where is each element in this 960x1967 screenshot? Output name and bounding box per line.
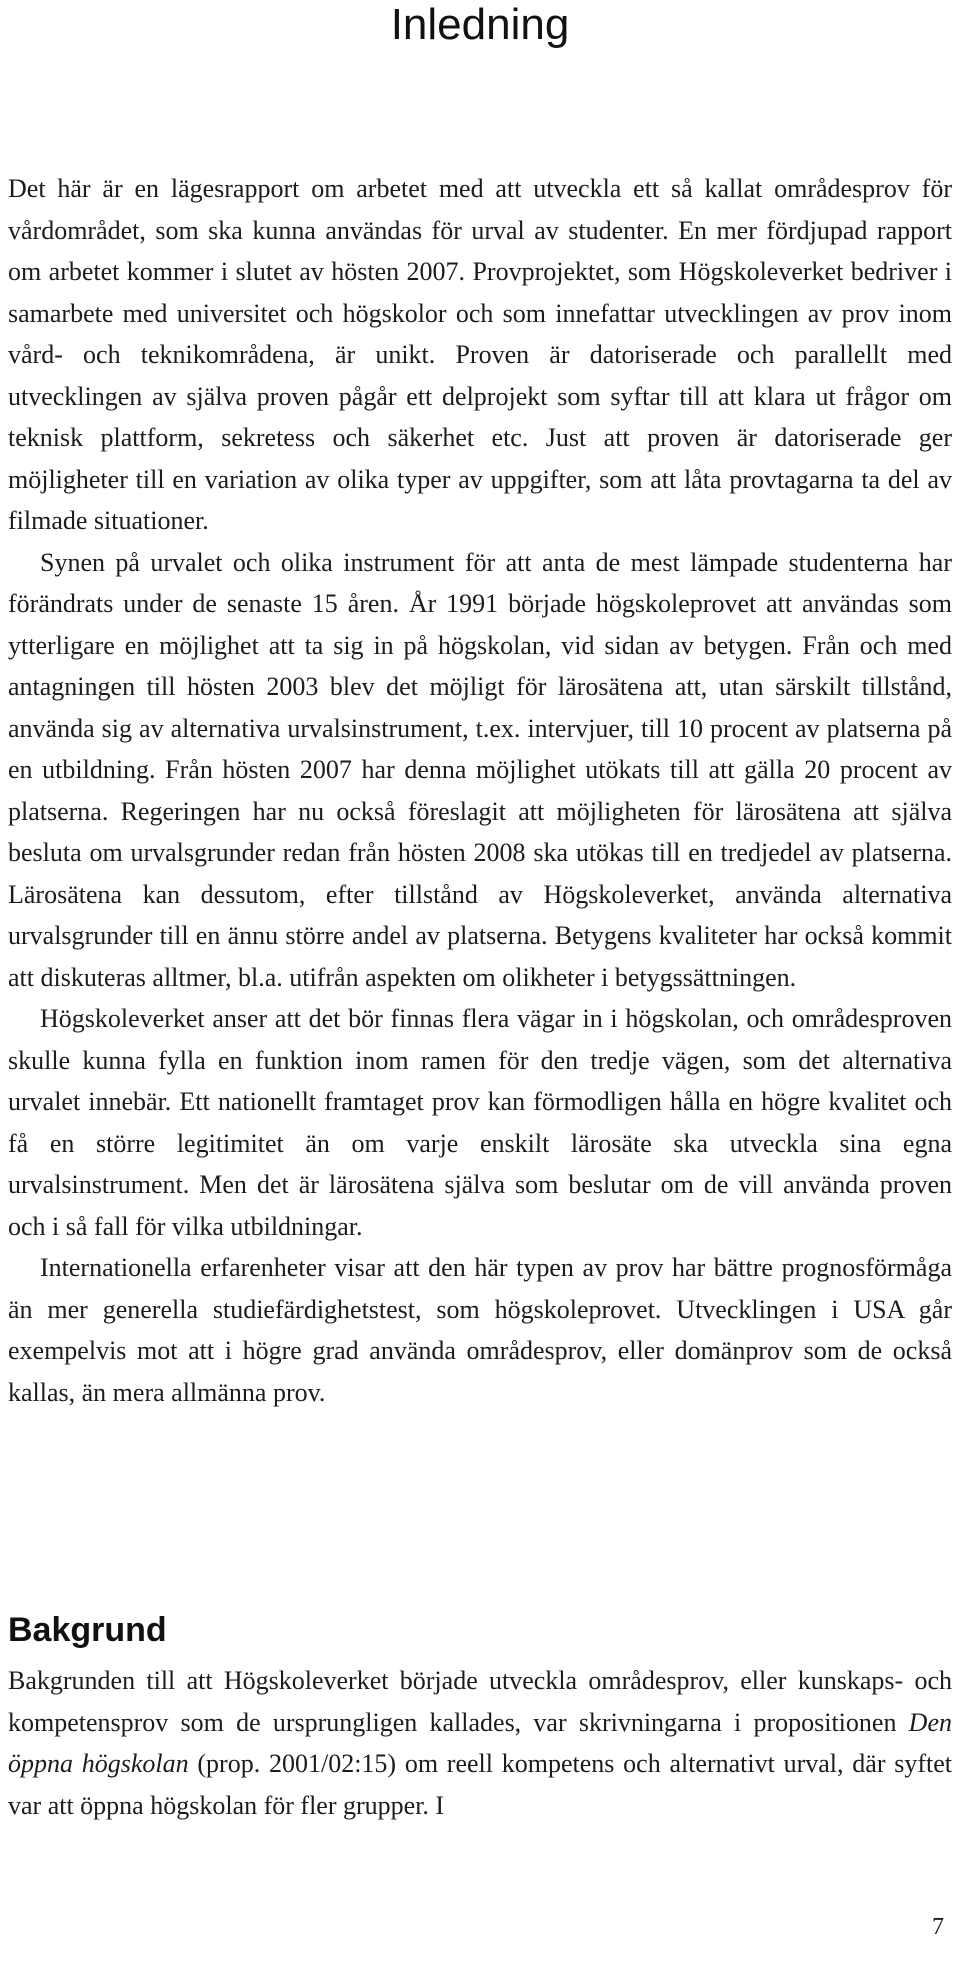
paragraph-3: Högskoleverket anser att det bör finnas flera vägar in i högskolan, och områdesproven skulle kunna fylla en funktion inom ramen för den tredje vägen, som det alternativa urvalet innebär. Ett nationellt framtaget prov kan förmodligen hålla en högre kvalitet och få en större legitimitet än om varje enskilt lärosäte ska utveckla sina egna urvalsinstrument. Men det är lärosätena själva som beslutar om de vill använda proven och i så fall för vilka utbildningar. [8,1004,952,1241]
section-text-end: (prop. 2001/02:15) om reell kompetens och alternativt urval, där syftet var att öppna högskolan för fler grupper. I [8,1749,952,1820]
paragraph-4: Internationella erfarenheter visar att den här typen av prov har bättre prognosförmåga än mer generella studiefärdighetstest, som högskoleprovet. Utvecklingen i USA går exempelvis mot att i högre grad använda områdesprov, eller domänprov som de också kallas, än mera allmänna prov. [8,1253,952,1407]
paragraph-1: Det här är en lägesrapport om arbetet med att utveckla ett så kallat områdesprov för vårdområdet, som ska kunna användas för urval av studenter. En mer fördjupad rapport om arbetet kommer i slutet av hösten 2007. Provprojektet, som Högskoleverket bedriver i samarbete med universitet och högskolor och som innefattar utvecklingen av prov inom vård- och teknikområdena, är unikt. Proven är datoriserade och parallellt med utvecklingen av själva proven pågår ett delprojekt som syftar till att klara ut frågor om teknisk plattform, sekretess och säkerhet etc. Just att proven är datoriserade ger möjligheter till en variation av olika typer av uppgifter, som att låta provtagarna ta del av filmade situationer. [8,174,952,535]
paragraph-2: Synen på urvalet och olika instrument för att anta de mest lämpade studenterna har förändrats under de senaste 15 åren. År 1991 började högskoleprovet att användas som ytterligare en möjlighet att ta sig in på högskolan, vid sidan av betygen. Från och med antagningen till hösten 2003 blev det möjligt för lärosätena att, utan särskilt tillstånd, använda sig av alternativa urvalsinstrument, t.ex. intervjuer, till 10 procent av platserna på en utbildning. Från hösten 2007 har denna möjlighet utökats till att gälla 20 procent av platserna. Regeringen har nu också föreslagit att möjligheten för lärosätena att själva besluta om urvalsgrunder redan från hösten 2008 ska utökas till en tredjedel av platserna. Lärosätena kan dessutom, efter tillstånd av Högskoleverket, använda alternativa urvalsgrunder till en ännu större andel av platserna. Betygens kvaliteter har också kommit att diskuteras alltmer, bl.a. utifrån aspekten om olikheter i betygssättningen. [8,547,952,992]
page-number: 7 [932,1914,944,1940]
chapter-title: Inledning [390,0,570,49]
section-title: Bakgrund [8,1611,167,1649]
section-text-start: Bakgrunden till att Högskoleverket började utveckla områdesprov, eller kunskaps- och kompetensprov som de ursprungligen kallades, var skrivningarna i propositionen [8,1666,952,1737]
section-text [8,1660,952,1826]
publication-title: Den öppna högskolan [8,1707,952,1778]
section-paragraph [8,1660,952,1826]
body-text [8,168,952,1413]
document-page [8,0,952,1967]
